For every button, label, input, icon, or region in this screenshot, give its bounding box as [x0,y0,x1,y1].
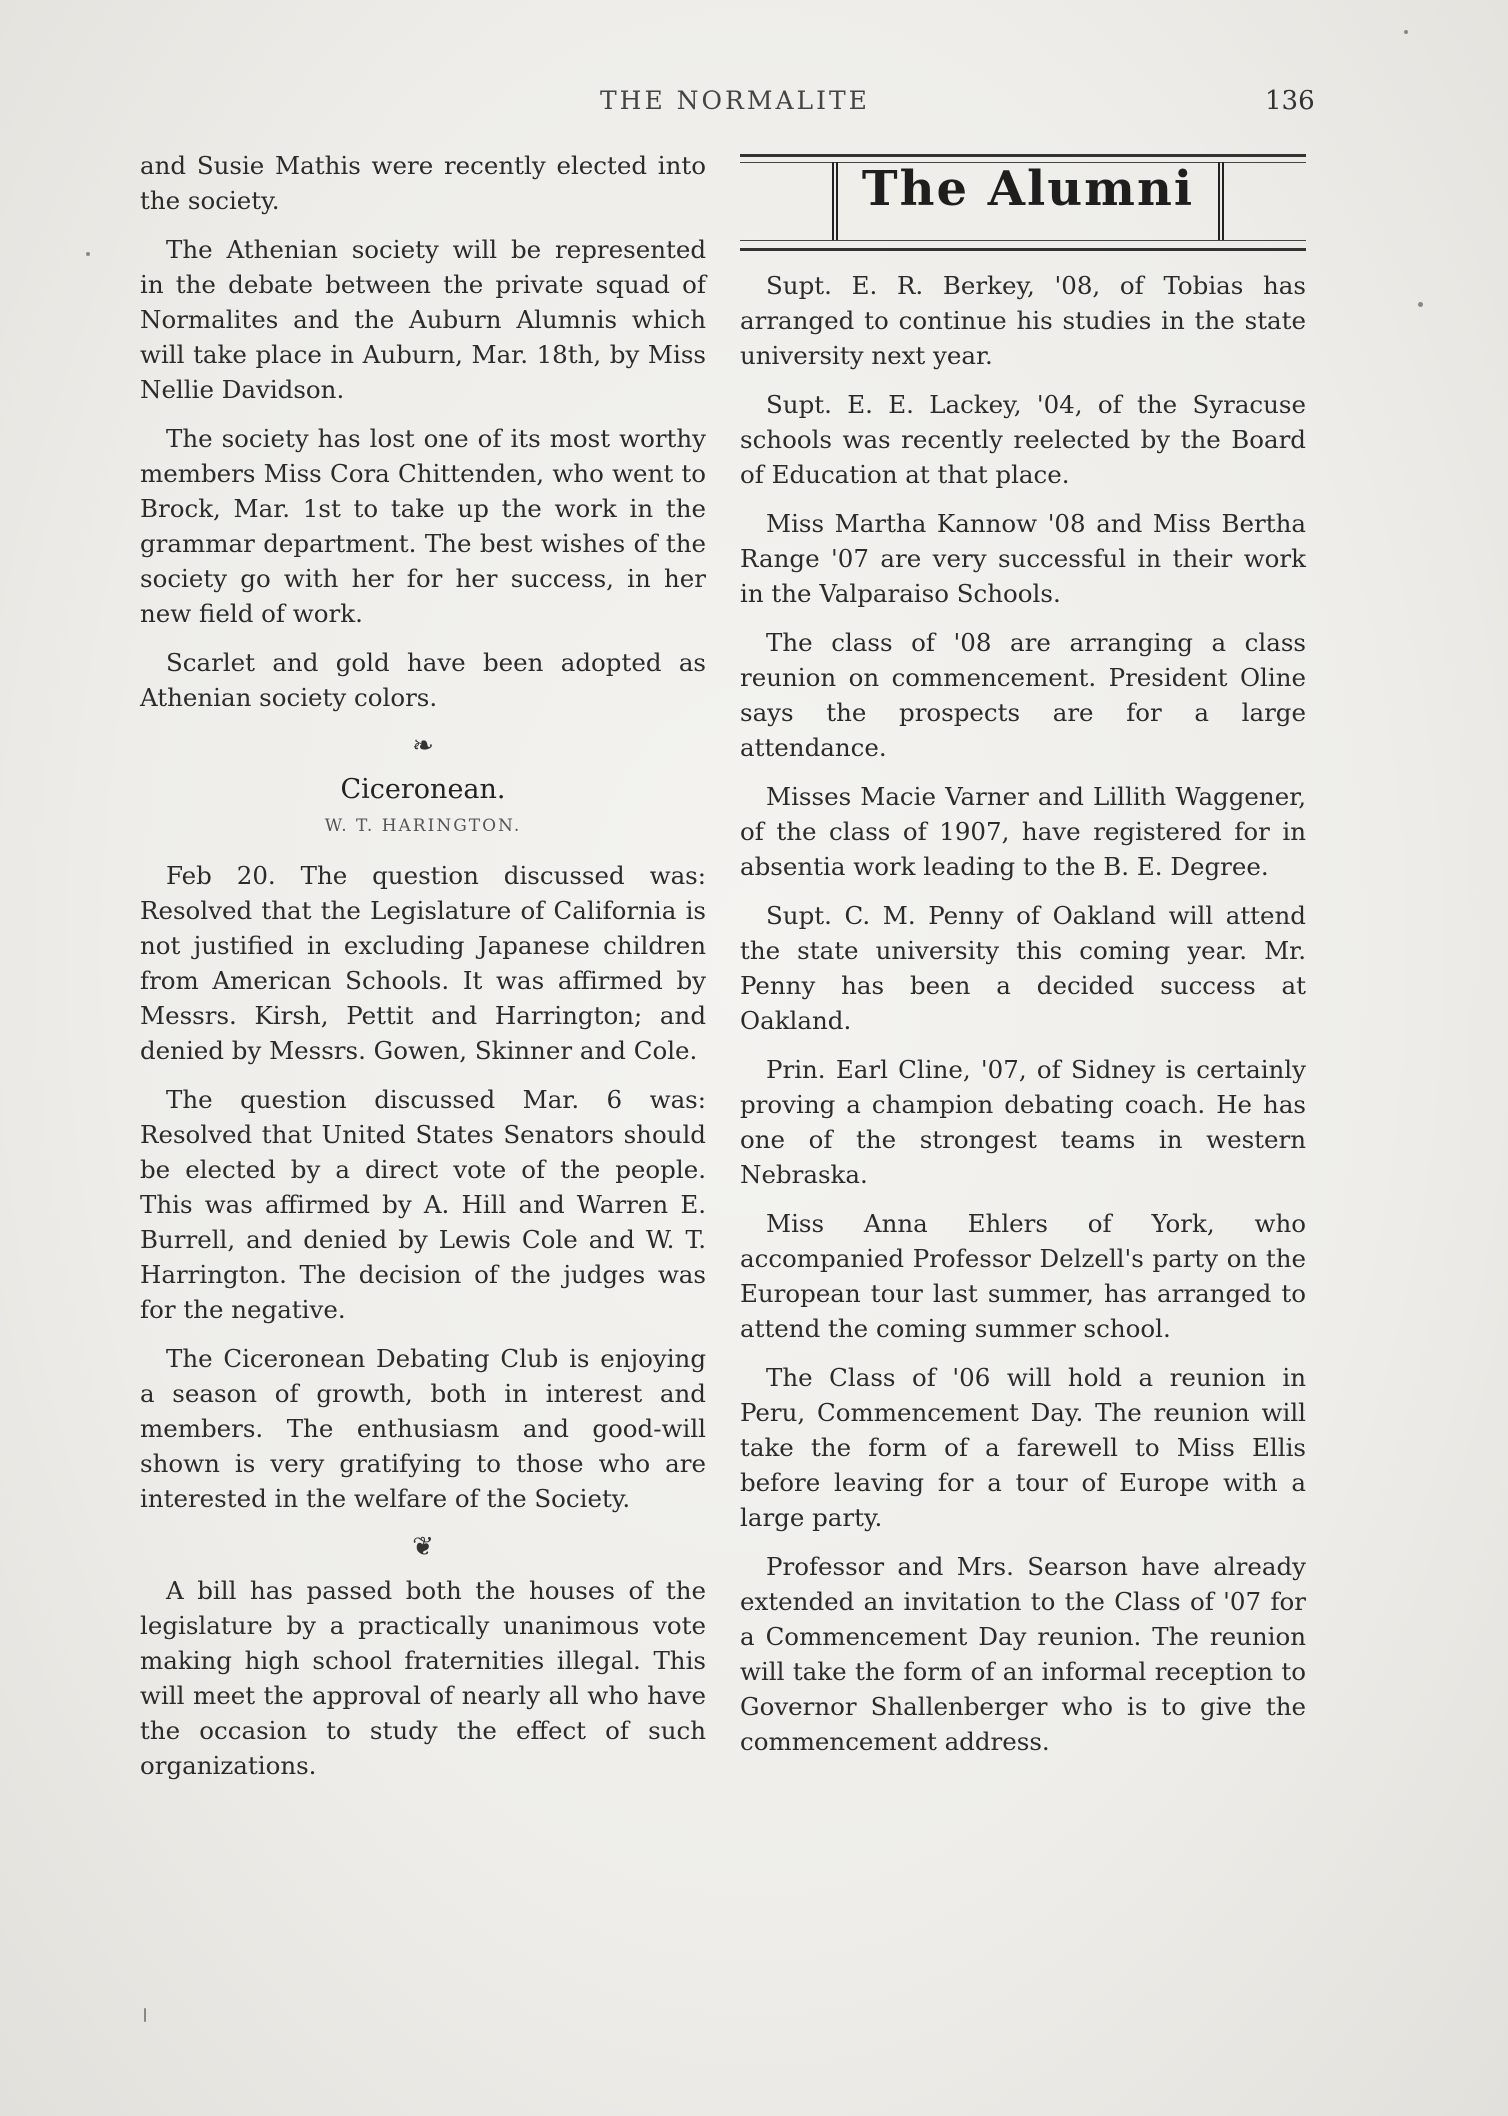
paragraph: Miss Anna Ehlers of York, who accompanied Professor Delzell's party on the European tour last summer, has arranged to attend the coming summer school. [740,1209,1306,1343]
paragraph: and Susie Mathis were recently elected into the society. [140,151,706,215]
heading-rule [740,248,1306,251]
paragraph: Professor and Mrs. Searson have already extended an invitation to the Class of '07 for a Commencement Day reunion. The reunion will take the form of an informal reception to Governor Shallenberger who is to give the commencement address. [740,1552,1306,1756]
heading-rule [740,240,1306,241]
paragraph: Miss Martha Kannow '08 and Miss Bertha Range '07 are very successful in their work in the Valparaiso Schools. [740,509,1306,608]
paragraph: Misses Macie Varner and Lillith Waggener, of the class of 1907, have registered for in absentia work leading to the B. E. Degree. [740,782,1306,881]
paragraph: Supt. C. M. Penny of Oakland will attend the state university this coming year. Mr. Penny has been a decided success at Oakland. [740,901,1306,1035]
page-number: 136 [1265,86,1315,116]
paragraph: The Class of '06 will hold a reunion in Peru, Commencement Day. The reunion will take the form of a farewell to Miss Ellis before leaving for a tour of Europe with a large party. [740,1363,1306,1532]
paragraph: A bill has passed both the houses of the legislature by a practically unanimous vote making high school fraternities illegal. This will meet the approval of nearly all who have the occasion to study the effect of such organizations. [140,1576,706,1780]
section-title: Ciceronean. [340,774,506,805]
paragraph: The Athenian society will be represented in the debate between the private squad of Normalites and the Auburn Alumnis which will take place in Auburn, Mar. 18th, by Miss Nellie Davidson. [140,235,706,404]
section-byline: W. T. HARINGTON. [324,816,522,836]
running-head [0,86,1508,122]
paragraph: Scarlet and gold have been adopted as Athenian society colors. [140,648,706,712]
alumni-heading-block [740,148,1306,260]
alumni-heading-frame [832,162,1224,240]
paragraph: Feb 20. The question discussed was: Resolved that the Legislature of California is not justified in excluding Japanese children from American Schools. It was affirmed by Messrs. Kirsh, Pettit and Harrington; and denied by Messrs. Gowen, Skinner and Cole. [140,861,706,1065]
paragraph: The class of '08 are arranging a class reunion on commencement. President Oline says the prospects are for a large attendance. [740,628,1306,762]
leaf-ornament-icon: ❦ [412,1532,434,1562]
paper-speck [1418,302,1423,307]
paragraph: The society has lost one of its most worthy members Miss Cora Chittenden, who went to Brock, Mar. 1st to take up the work in the grammar department. The best wishes of the society go with her for her success, in her new field of work. [140,424,706,628]
leaf-ornament-icon: ❧ [412,731,434,761]
paragraph: Supt. E. R. Berkey, '08, of Tobias has arranged to continue his studies in the state university next year. [740,271,1306,370]
paragraph: Prin. Earl Cline, '07, of Sidney is certainly proving a champion debating coach. He has one of the strongest teams in western Nebraska. [740,1055,1306,1189]
paper-speck [1404,30,1408,34]
left-column [140,148,706,1797]
paragraph: The Ciceronean Debating Club is enjoying a season of growth, both in interest and members. The enthusiasm and good-will shown is very gratifying to those who are interested in the welfare of the Society. [140,1344,706,1513]
heading-rule [740,154,1306,157]
right-column [740,148,1306,1773]
alumni-heading: The Alumni [861,161,1195,217]
paragraph: The question discussed Mar. 6 was: Resolved that United States Senators should be elected by a direct vote of the people. This was affirmed by A. Hill and Warren E. Burrell, and denied by Lewis Cole and W. T. Harrington. The decision of the judges was for the negative. [140,1085,706,1324]
paper-speck [86,252,90,256]
paper-speck [144,2008,146,2022]
paragraph: Supt. E. E. Lackey, '04, of the Syracuse schools was recently reelected by the Board of Education at that place. [740,390,1306,489]
journal-title: THE NORMALITE [600,86,870,115]
